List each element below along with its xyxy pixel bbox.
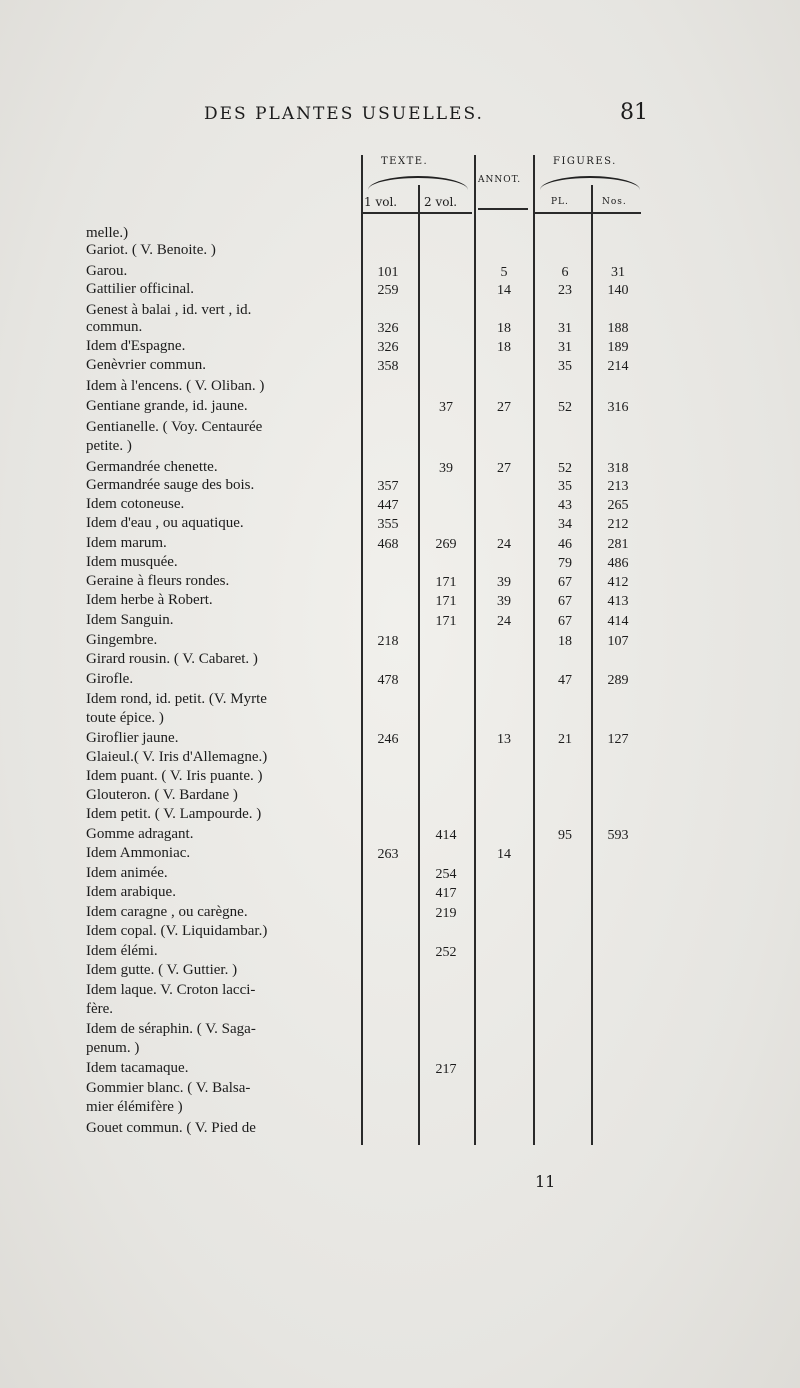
- cell-annot: 14: [497, 847, 511, 862]
- cell-annot: 24: [497, 537, 511, 552]
- entry-label: petite. ): [86, 438, 132, 454]
- cell-pl: 34: [558, 517, 572, 532]
- cell-pl: 52: [558, 400, 572, 415]
- entry-label: mier élémifère ): [86, 1099, 183, 1115]
- entry-label: Glouteron. ( V. Bardane ): [86, 787, 238, 803]
- entry-label: Gomme adragant.: [86, 826, 194, 842]
- cell-pl: 21: [558, 732, 572, 747]
- cell-no: 486: [607, 556, 629, 571]
- header-nos: Nos.: [602, 197, 627, 207]
- cell-v2: 252: [435, 945, 457, 960]
- cell-v1: 447: [377, 498, 399, 513]
- entry-label: toute épice. ): [86, 710, 164, 726]
- cell-pl: 6: [561, 265, 569, 280]
- entry-label: Girard rousin. ( V. Cabaret. ): [86, 651, 258, 667]
- cell-v2: 37: [439, 400, 453, 415]
- cell-annot: 27: [497, 400, 511, 415]
- cell-v1: 326: [377, 321, 399, 336]
- entry-label: Genèvrier commun.: [86, 357, 206, 373]
- cell-pl: 47: [558, 673, 572, 688]
- entry-label: Idem gutte. ( V. Guttier. ): [86, 962, 238, 978]
- cell-v1: 259: [377, 283, 399, 298]
- cell-pl: 31: [558, 321, 572, 336]
- entry-label: Gariot. ( V. Benoite. ): [86, 242, 216, 258]
- cell-v1: 358: [377, 359, 399, 374]
- entry-label: Germandrée sauge des bois.: [86, 477, 255, 493]
- header-vol2: 2 vol.: [424, 195, 458, 209]
- cell-no: 212: [607, 517, 629, 532]
- entry-label: Germandrée chenette.: [86, 459, 218, 475]
- cell-no: 414: [607, 614, 629, 629]
- page-number: 81: [620, 100, 648, 125]
- cell-v1: 357: [377, 479, 399, 494]
- header-underline-annot: [478, 208, 528, 210]
- column-rule-4: [533, 155, 535, 1145]
- entry-label: Gentianelle. ( Voy. Centaurée: [86, 419, 263, 435]
- header-texte: TEXTE.: [381, 156, 429, 167]
- cell-no: 189: [607, 340, 629, 355]
- cell-pl: 52: [558, 461, 572, 476]
- cell-no: 140: [607, 283, 629, 298]
- cell-v2: 254: [435, 867, 457, 882]
- entry-label: Idem marum.: [86, 535, 167, 551]
- entry-label: Idem d'eau , ou aquatique.: [86, 515, 244, 531]
- cell-annot: 18: [497, 340, 511, 355]
- cell-no: 31: [611, 265, 625, 280]
- entry-label: Idem arabique.: [86, 884, 176, 900]
- column-rule-5: [591, 185, 593, 1145]
- entry-label: Glaieul.( V. Iris d'Allemagne.): [86, 749, 268, 765]
- cell-pl: 67: [558, 594, 572, 609]
- cell-annot: 39: [497, 594, 511, 609]
- column-rule-3: [474, 155, 476, 1145]
- entry-label: Idem élémi.: [86, 943, 158, 959]
- entry-label: Idem rond, id. petit. (V. Myrte: [86, 691, 267, 707]
- cell-no: 214: [607, 359, 629, 374]
- cell-annot: 14: [497, 283, 511, 298]
- cell-pl: 43: [558, 498, 572, 513]
- entry-label: Idem herbe à Robert.: [86, 592, 213, 608]
- cell-v1: 478: [377, 673, 399, 688]
- cell-pl: 35: [558, 479, 572, 494]
- entry-label: Idem Sanguin.: [86, 612, 174, 628]
- header-pl: PL.: [551, 197, 569, 207]
- cell-v1: 355: [377, 517, 399, 532]
- cell-no: 316: [607, 400, 629, 415]
- cell-no: 593: [607, 828, 629, 843]
- header-underline-texte: [362, 212, 472, 214]
- cell-annot: 24: [497, 614, 511, 629]
- entry-label: Idem animée.: [86, 865, 168, 881]
- cell-no: 213: [607, 479, 629, 494]
- cell-v1: 326: [377, 340, 399, 355]
- cell-pl: 46: [558, 537, 572, 552]
- cell-no: 188: [607, 321, 629, 336]
- entry-label: Idem de séraphin. ( V. Saga-: [86, 1021, 256, 1037]
- cell-no: 281: [607, 537, 629, 552]
- header-figures: FIGURES.: [553, 156, 617, 167]
- cell-v1: 468: [377, 537, 399, 552]
- entry-label: Gouet commun. ( V. Pied de: [86, 1120, 256, 1136]
- cell-v2: 171: [435, 614, 457, 629]
- signature-mark: 11: [535, 1172, 556, 1191]
- cell-no: 413: [607, 594, 629, 609]
- cell-pl: 35: [558, 359, 572, 374]
- entry-label: Gingembre.: [86, 632, 158, 648]
- entry-label: Idem caragne , ou carègne.: [86, 904, 248, 920]
- cell-v2: 171: [435, 575, 457, 590]
- entry-label: Gattilier officinal.: [86, 281, 195, 297]
- entry-label: melle.): [86, 225, 129, 241]
- column-rule-2: [418, 185, 420, 1145]
- cell-no: 127: [607, 732, 629, 747]
- cell-no: 265: [607, 498, 629, 513]
- cell-annot: 39: [497, 575, 511, 590]
- cell-pl: 31: [558, 340, 572, 355]
- entry-label: Idem cotoneuse.: [86, 496, 185, 512]
- entry-label: Idem d'Espagne.: [86, 338, 186, 354]
- entry-label: Idem Ammoniac.: [86, 845, 191, 861]
- cell-v1: 263: [377, 847, 399, 862]
- cell-no: 289: [607, 673, 629, 688]
- entry-label: Gommier blanc. ( V. Balsa-: [86, 1080, 251, 1096]
- entry-label: fère.: [86, 1001, 114, 1017]
- cell-v1: 101: [377, 265, 399, 280]
- cell-annot: 13: [497, 732, 511, 747]
- cell-v2: 171: [435, 594, 457, 609]
- entry-label: Genest à balai , id. vert , id.: [86, 302, 252, 318]
- entry-label: Idem copal. (V. Liquidambar.): [86, 923, 268, 939]
- cell-no: 107: [607, 634, 629, 649]
- entry-label: Idem puant. ( V. Iris puante. ): [86, 768, 263, 784]
- cell-v2: 414: [435, 828, 457, 843]
- cell-pl: 18: [558, 634, 572, 649]
- cell-no: 412: [607, 575, 629, 590]
- entry-label: Idem petit. ( V. Lampourde. ): [86, 806, 262, 822]
- header-annot: ANNOT.: [478, 175, 522, 185]
- cell-no: 318: [607, 461, 629, 476]
- cell-annot: 5: [500, 265, 508, 280]
- brace-figures: [540, 176, 640, 190]
- entry-label: Idem à l'encens. ( V. Oliban. ): [86, 378, 265, 394]
- cell-pl: 95: [558, 828, 572, 843]
- cell-pl: 23: [558, 283, 572, 298]
- entry-label: Idem musquée.: [86, 554, 178, 570]
- entry-label: Gentiane grande, id. jaune.: [86, 398, 248, 414]
- cell-annot: 27: [497, 461, 511, 476]
- cell-v2: 39: [439, 461, 453, 476]
- cell-pl: 67: [558, 614, 572, 629]
- header-vol1: 1 vol.: [364, 195, 398, 209]
- cell-v2: 417: [435, 886, 457, 901]
- entry-label: Girofle.: [86, 671, 134, 687]
- entry-label: Garou.: [86, 263, 128, 279]
- cell-v1: 246: [377, 732, 399, 747]
- running-head: DES PLANTES USUELLES.: [204, 104, 484, 124]
- cell-pl: 67: [558, 575, 572, 590]
- entry-label: Giroflier jaune.: [86, 730, 179, 746]
- column-rule-1: [361, 155, 363, 1145]
- entry-label: Geraine à fleurs rondes.: [86, 573, 230, 589]
- cell-pl: 79: [558, 556, 572, 571]
- entry-label: penum. ): [86, 1040, 140, 1056]
- cell-v2: 217: [435, 1062, 457, 1077]
- header-underline-figures: [535, 212, 641, 214]
- entry-label: commun.: [86, 319, 143, 335]
- cell-annot: 18: [497, 321, 511, 336]
- entry-label: Idem laque. V. Croton lacci-: [86, 982, 256, 998]
- cell-v2: 219: [435, 906, 457, 921]
- cell-v1: 218: [377, 634, 399, 649]
- cell-v2: 269: [435, 537, 457, 552]
- entry-label: Idem tacamaque.: [86, 1060, 189, 1076]
